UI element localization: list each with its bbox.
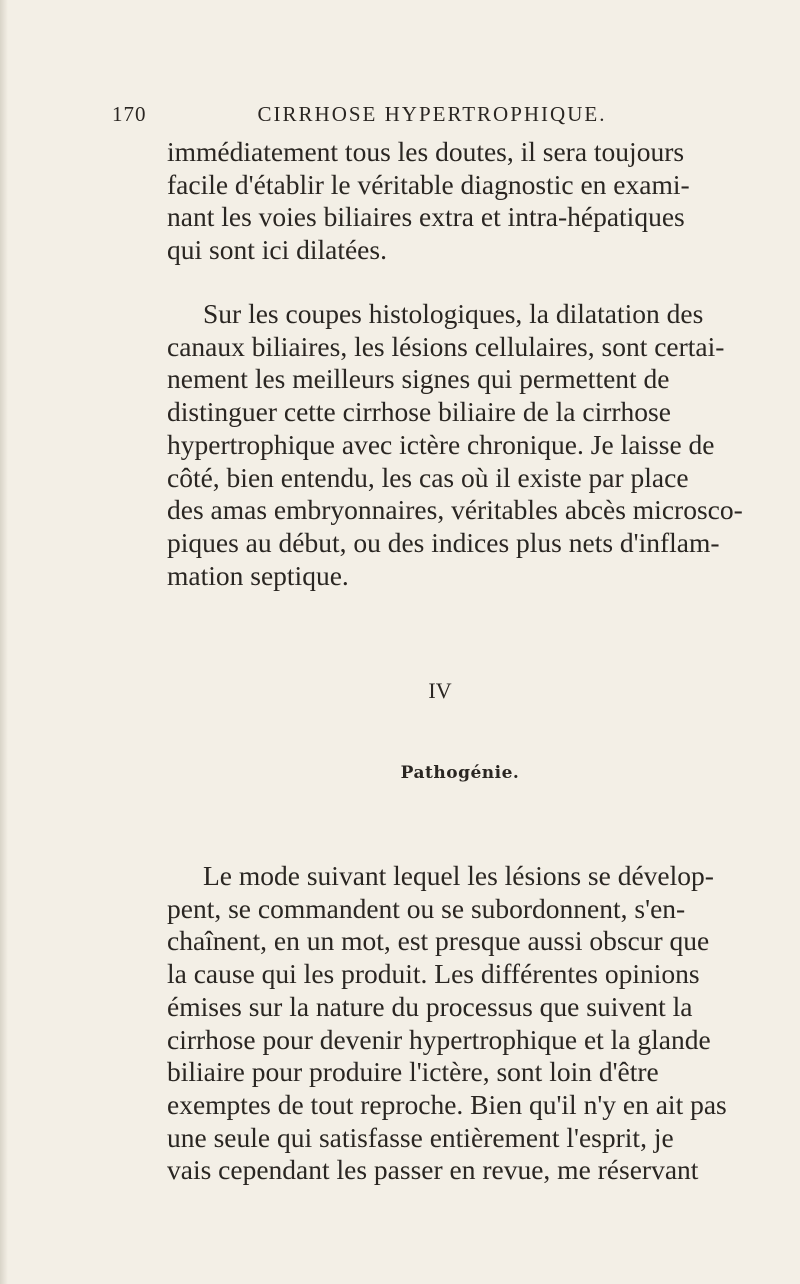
paragraph-2 [167, 298, 765, 592]
text-line: Le mode suivant lequel les lésions se dévelop- [203, 860, 714, 891]
text-line: biliaire pour produire l'ictère, sont loin d'être [167, 1056, 659, 1088]
text-line: une seule qui satisfasse entièrement l'esprit, je [167, 1121, 674, 1153]
text-line: immédiatement tous les doutes, il sera toujours [167, 136, 685, 167]
text-line: mation septique. [167, 559, 349, 591]
text-line: qui sont ici dilatées. [167, 234, 387, 266]
text-line: piques au début, ou des indices plus nets d'inflam- [167, 526, 720, 558]
text-line: côté, bien entendu, les cas où il existe par place [167, 461, 689, 493]
section-number: IV [428, 678, 452, 703]
text-line: vais cependant les passer en revue, me réservant [167, 1154, 699, 1186]
text-line: nement les meilleurs signes qui permettent de [167, 363, 670, 395]
text-line: facile d'établir le véritable diagnostic en exami- [167, 168, 690, 200]
text-line: émises sur la nature du processus que suivent la [167, 990, 693, 1022]
page-number: 170 [112, 102, 147, 126]
text-line: canaux biliaires, les lésions cellulaires, sont certai- [167, 330, 725, 362]
running-head: CIRRHOSE HYPERTROPHIQUE. [257, 102, 607, 126]
text-line: des amas embryonnaires, véritables abcès microsco- [167, 494, 743, 526]
paragraph-3 [167, 860, 765, 1187]
text-line: chaînent, en un mot, est presque aussi obscur que [167, 925, 710, 957]
text-line: cirrhose pour devenir hypertrophique et la glande [167, 1023, 711, 1055]
text-line: Sur les coupes histologiques, la dilatation des [203, 298, 704, 329]
paragraph-1 [167, 136, 765, 267]
text-line: pent, se commandent ou se subordonnent, s'en- [167, 892, 686, 924]
section-title: Pathogénie. [400, 763, 520, 783]
text-line: distinguer cette cirrhose biliaire de la cirrhose [167, 396, 671, 428]
page-gutter-shadow [0, 0, 8, 1284]
text-line: exemptes de tout reproche. Bien qu'il n'y en ait pas [167, 1088, 727, 1120]
text-line: hypertrophique avec ictère chronique. Je laisse de [167, 428, 715, 460]
page-header [112, 102, 752, 130]
text-line: nant les voies biliaires extra et intra-hépatiques [167, 201, 685, 233]
text-line: la cause qui les produit. Les différentes opinions [167, 958, 700, 990]
